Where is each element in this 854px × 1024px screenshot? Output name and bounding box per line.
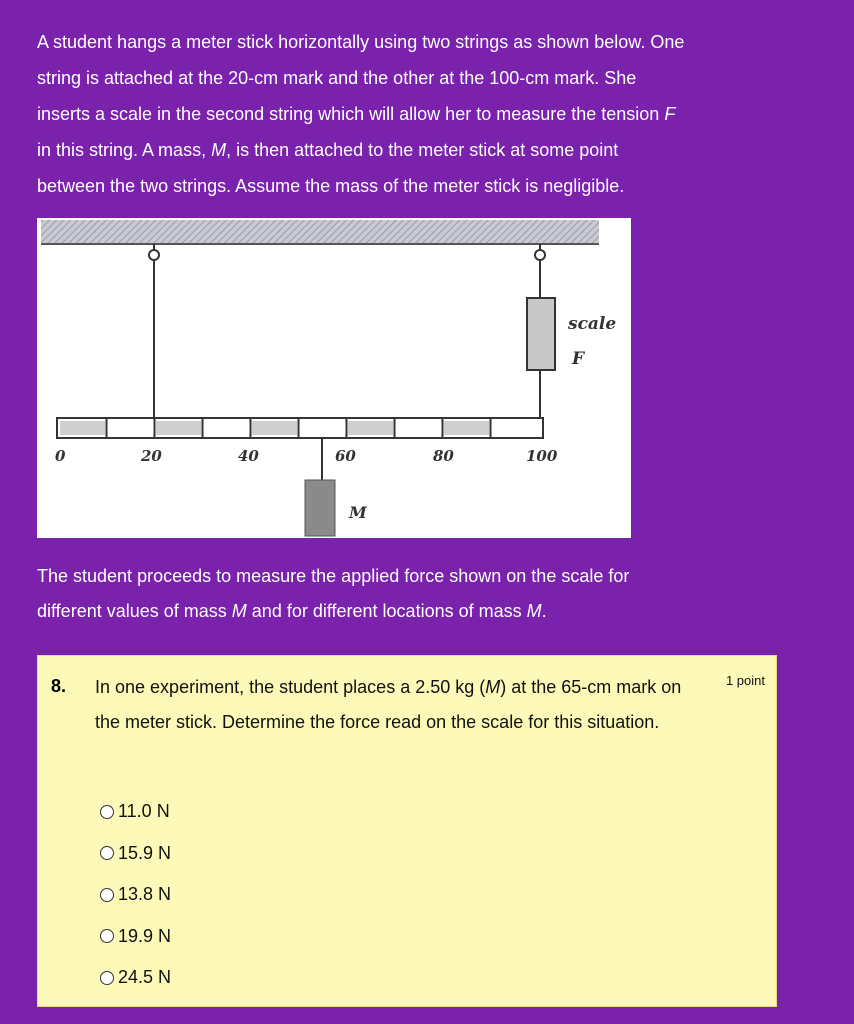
left-hook <box>149 250 159 260</box>
continuation-text: different values of mass <box>37 601 227 621</box>
scale-body <box>527 298 555 370</box>
mass-label: M <box>349 503 367 522</box>
intro-line <box>37 96 817 132</box>
radio-button-icon[interactable] <box>100 929 114 943</box>
intro-line: between the two strings. Assume the mass of the meter stick is negligible. <box>37 176 625 196</box>
radio-button-icon[interactable] <box>100 805 114 819</box>
meter-stick-diagram <box>37 218 631 538</box>
meter-stick <box>57 418 543 438</box>
answer-options <box>100 791 400 999</box>
continuation-text: and for different locations of mass <box>251 601 522 621</box>
mass-block <box>305 480 335 536</box>
continuation-line: The student proceeds to measure the applied force shown on the scale for <box>37 566 630 586</box>
problem-continuation <box>37 559 817 629</box>
option-label: 24.5 N <box>118 967 172 988</box>
answer-option[interactable] <box>100 916 400 958</box>
option-label: 11.0 N <box>118 801 170 822</box>
diagram-svg <box>37 218 631 538</box>
radio-button-icon[interactable] <box>100 846 114 860</box>
continuation-text: . <box>541 601 547 621</box>
tick-label-100: 100 <box>526 447 558 465</box>
question-number: 8. <box>51 676 67 696</box>
question-text <box>95 670 705 740</box>
tick-label-0: 0 <box>55 447 66 465</box>
mass-variable: M <box>485 677 501 697</box>
right-hook <box>535 250 545 260</box>
intro-line: A student hangs a meter stick horizontally using two strings as shown below. One <box>37 32 685 52</box>
intro-text: , is then attached to the meter stick at some point <box>226 140 619 160</box>
intro-line <box>37 132 817 168</box>
intro-text: in this string. A mass, <box>37 140 207 160</box>
question-text-part: ) at the 65-cm mark on the meter stick. Determine the force read on the scale for this situation. <box>95 677 682 732</box>
radio-button-icon[interactable] <box>100 888 114 902</box>
answer-option[interactable] <box>100 833 400 875</box>
continuation-line <box>37 594 817 629</box>
answer-option[interactable] <box>100 874 400 916</box>
mass-variable: M <box>231 601 247 621</box>
intro-text: inserts a scale in the second string which will allow her to measure the tension <box>37 104 660 124</box>
points-label: 1 point <box>725 673 765 688</box>
answer-option[interactable] <box>100 957 400 999</box>
mass-variable: M <box>526 601 542 621</box>
option-label: 15.9 N <box>118 842 172 863</box>
option-label: 19.9 N <box>118 925 172 946</box>
radio-button-icon[interactable] <box>100 971 114 985</box>
question-card <box>37 655 777 1007</box>
answer-option[interactable] <box>100 791 400 833</box>
tick-label-40: 40 <box>238 447 259 465</box>
tick-label-80: 80 <box>433 447 454 465</box>
mass-variable: M <box>211 140 227 160</box>
force-label: F <box>572 349 585 369</box>
scale-label: scale <box>568 314 617 334</box>
intro-line: string is attached at the 20-cm mark and the other at the 100-cm mark. She <box>37 68 637 88</box>
ceiling <box>41 220 599 244</box>
tick-label-20: 20 <box>141 447 162 465</box>
problem-intro <box>37 24 817 204</box>
tension-variable: F <box>664 104 676 124</box>
question-text-part: In one experiment, the student places a 2.50 kg ( <box>95 677 486 697</box>
tick-label-60: 60 <box>335 447 356 465</box>
option-label: 13.8 N <box>118 884 172 905</box>
